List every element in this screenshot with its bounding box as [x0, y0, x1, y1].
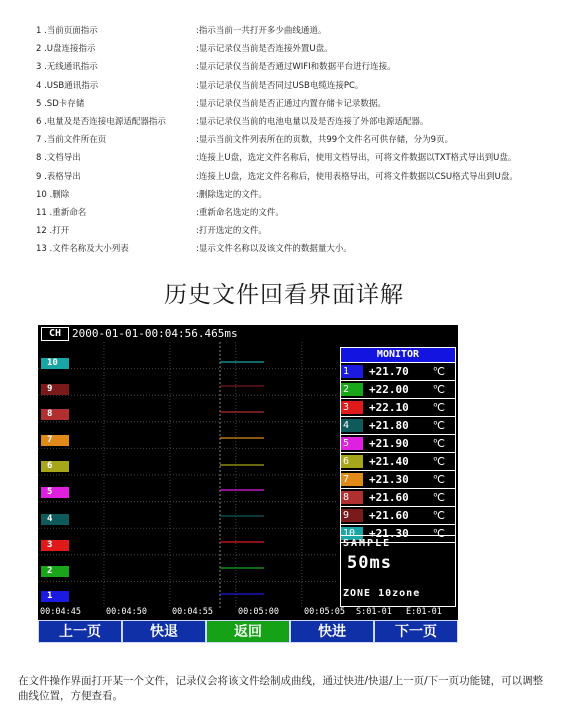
plot-grid: [38, 342, 338, 608]
item-label: 8 .文档导出: [36, 153, 81, 164]
item-label: 9 .表格导出: [36, 171, 81, 182]
item-desc: :重新命名选定的文件。: [196, 207, 284, 218]
item-label: 2 .U盘连接指示: [36, 44, 96, 55]
monitor-row: [340, 363, 456, 381]
monitor-channel-index: 2: [341, 383, 363, 396]
list-item: [36, 40, 556, 58]
page-start: S:01-01: [356, 607, 392, 617]
back-button[interactable]: 返回: [206, 620, 290, 643]
channel-tag: 1: [41, 591, 69, 602]
time-label: 00:04:50: [106, 607, 147, 617]
monitor-channel-index: 1: [341, 365, 363, 378]
list-item: [36, 149, 556, 167]
monitor-value: +21.30: [369, 527, 409, 540]
monitor-value: +21.30: [369, 473, 409, 486]
list-item: [36, 204, 556, 222]
channel-tag: 7: [41, 435, 69, 446]
monitor-row: [340, 435, 456, 453]
monitor-unit: ℃: [432, 383, 445, 396]
monitor-unit: ℃: [432, 527, 445, 540]
time-label: 00:04:45: [40, 607, 81, 617]
list-item: [36, 168, 556, 186]
monitor-unit: ℃: [432, 401, 445, 414]
monitor-value: +21.60: [369, 491, 409, 504]
item-desc: :显示当前文件列表所在的页数，共99个文件名可供存储，分为9页。: [196, 135, 454, 146]
item-label: 11 .重新命名: [36, 207, 87, 218]
time-label: 00:04:55: [172, 607, 213, 617]
item-desc: :打开选定的文件。: [196, 226, 267, 237]
monitor-unit: ℃: [432, 491, 445, 504]
monitor-value: +21.40: [369, 455, 409, 468]
monitor-value: +21.70: [369, 365, 409, 378]
monitor-channel-index: 3: [341, 401, 363, 414]
monitor-row: [340, 489, 456, 507]
monitor-row: [340, 381, 456, 399]
channel-tag: 3: [41, 540, 69, 551]
monitor-channel-index: 6: [341, 455, 363, 468]
time-axis: [38, 607, 458, 619]
monitor-channel-index: 7: [341, 473, 363, 486]
monitor-row: [340, 507, 456, 525]
item-label: 13 .文件名称及大小列表: [36, 244, 129, 255]
screen-header: [38, 325, 458, 342]
monitor-value: +21.80: [369, 419, 409, 432]
monitor-row: [340, 453, 456, 471]
monitor-title: MONITOR: [340, 347, 456, 363]
item-label: 7 .当前文件所在页: [36, 135, 107, 146]
channel-tag: 6: [41, 461, 69, 472]
item-desc: :指示当前一共打开多少曲线通道。: [196, 26, 327, 36]
monitor-panel: [340, 347, 456, 543]
monitor-value: +22.00: [369, 383, 409, 396]
item-label: 3 .无线通讯指示: [36, 62, 98, 73]
next-page-button[interactable]: 下一页: [374, 620, 458, 643]
item-desc: :显示记录仪当前是否通过WIFI和数据平台进行连接。: [196, 62, 396, 73]
trend-plot: [38, 342, 338, 608]
list-item: [36, 240, 556, 258]
caption: 在文件操作界面打开某一个文件，记录仪会将该文件绘制成曲线，通过快进/快退/上一页/下一页功能键，可以调整曲线位置，方便查看。: [18, 675, 544, 702]
monitor-channel-index: 8: [341, 491, 363, 504]
item-label: 12 .打开: [36, 226, 70, 237]
time-label: 00:05:05: [304, 607, 345, 617]
sample-value: 50ms: [347, 553, 392, 573]
device-screen: [38, 325, 458, 643]
item-desc: :显示记录仪当前是否同过USB电缆连接PC。: [196, 80, 364, 91]
monitor-value: +21.60: [369, 509, 409, 522]
item-desc: :删除选定的文件。: [196, 189, 267, 200]
legend-list: [36, 22, 556, 258]
page-end: E:01-01: [406, 607, 442, 617]
channel-tag: 4: [41, 514, 69, 525]
list-item: [36, 113, 556, 131]
monitor-unit: ℃: [432, 473, 445, 486]
list-item: [36, 186, 556, 204]
item-label: 1 .当前页面指示: [36, 26, 98, 36]
fast-forward-button[interactable]: 快进: [290, 620, 374, 643]
section-title: 历史文件回看界面详解: [164, 282, 404, 308]
fast-back-button[interactable]: 快退: [122, 620, 206, 643]
prev-page-button[interactable]: 上一页: [38, 620, 122, 643]
channel-tag: 2: [41, 566, 69, 577]
channel-button[interactable]: CH: [41, 327, 69, 341]
sample-label: SAMPLE: [343, 538, 392, 549]
item-label: 5 .SD卡存储: [36, 98, 85, 109]
monitor-value: +22.10: [369, 401, 409, 414]
item-desc: :连接上U盘，选定文件名称后，使用文档导出，可将文件数据以TXT格式导出到U盘。: [196, 153, 517, 164]
monitor-value: +21.90: [369, 437, 409, 450]
list-item: [36, 222, 556, 240]
zone-label: ZONE 10zone: [343, 588, 421, 599]
time-label: 00:05:00: [238, 607, 279, 617]
item-desc: :连接上U盘，选定文件名称后，使用表格导出，可将文件数据以CSU格式导出到U盘。: [196, 171, 518, 182]
item-desc: :显示记录仪当前是否正通过内置存储卡记录数据。: [196, 98, 386, 109]
monitor-unit: ℃: [432, 455, 445, 468]
list-item: [36, 77, 556, 95]
button-bar: [38, 620, 458, 643]
channel-tag: 5: [41, 487, 69, 498]
monitor-row: [340, 417, 456, 435]
monitor-row: [340, 471, 456, 489]
channel-tag: 8: [41, 409, 69, 420]
monitor-channel-index: 10: [341, 527, 363, 540]
plot-curves: [220, 362, 264, 594]
sample-panel: [340, 535, 456, 607]
item-desc: :显示记录仪当前是否连接外置U盘。: [196, 44, 333, 55]
monitor-channel-index: 4: [341, 419, 363, 432]
list-item: [36, 22, 556, 40]
monitor-channel-index: 5: [341, 437, 363, 450]
monitor-unit: ℃: [432, 509, 445, 522]
item-label: 6 .电量及是否连接电源适配器指示: [36, 116, 166, 127]
list-item: [36, 95, 556, 113]
monitor-channel-index: 9: [341, 509, 363, 522]
list-item: [36, 131, 556, 149]
item-desc: :显示记录仪当前的电池电量以及是否连接了外部电源适配器。: [196, 116, 429, 127]
list-item: [36, 58, 556, 76]
monitor-row: [340, 399, 456, 417]
monitor-unit: ℃: [432, 419, 445, 432]
monitor-unit: ℃: [432, 365, 445, 378]
channel-tag: 10: [41, 358, 69, 369]
item-desc: :显示文件名称以及该文件的数据量大小。: [196, 244, 352, 255]
channel-tag: 9: [41, 384, 69, 395]
item-label: 4 .USB通讯指示: [36, 80, 99, 91]
timestamp: 2000-01-01-00:04:56.465ms: [72, 327, 238, 340]
monitor-unit: ℃: [432, 437, 445, 450]
item-label: 10 .删除: [36, 189, 70, 200]
